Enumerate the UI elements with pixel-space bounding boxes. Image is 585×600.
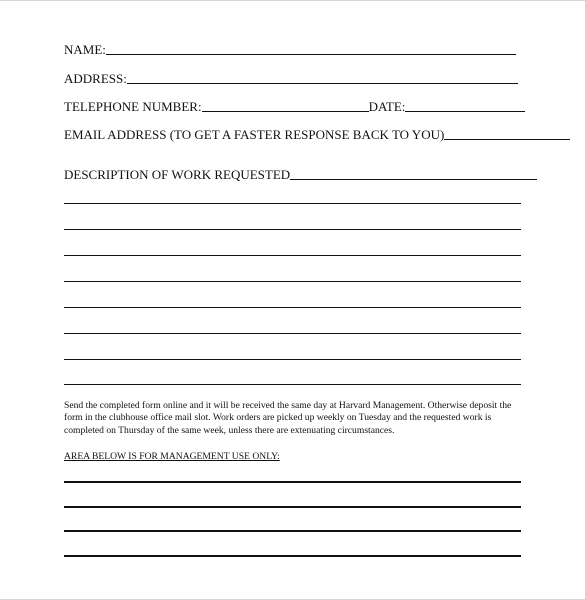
description-line[interactable] (64, 307, 521, 308)
description-line[interactable] (64, 281, 521, 282)
date-field[interactable] (405, 99, 525, 112)
page-top-edge (0, 0, 585, 1)
management-line (64, 530, 521, 532)
description-line[interactable] (64, 255, 521, 256)
description-line[interactable] (64, 384, 521, 385)
description-line[interactable] (64, 229, 521, 230)
date-label: DATE: (368, 99, 406, 114)
name-row (64, 42, 516, 57)
name-field[interactable] (106, 42, 516, 55)
description-line[interactable] (64, 333, 521, 334)
management-use-heading: AREA BELOW IS FOR MANAGEMENT USE ONLY: (64, 451, 280, 462)
name-label: NAME: (64, 42, 106, 57)
description-row (64, 167, 537, 182)
email-field[interactable] (444, 127, 570, 140)
telephone-label: TELEPHONE NUMBER: (64, 99, 202, 114)
email-label: EMAIL ADDRESS (TO GET A FASTER RESPONSE BACK TO YOU) (64, 127, 445, 142)
description-first-line[interactable] (290, 167, 537, 180)
description-label: DESCRIPTION OF WORK REQUESTED (64, 167, 291, 182)
management-line (64, 481, 521, 483)
description-line[interactable] (64, 359, 521, 360)
management-line (64, 506, 521, 508)
address-label: ADDRESS: (64, 71, 127, 86)
address-row (64, 71, 518, 86)
address-field[interactable] (127, 71, 518, 84)
management-line (64, 555, 521, 557)
telephone-field[interactable] (202, 99, 369, 112)
instructions-paragraph: Send the completed form online and it will be received the same day at Harvard Management. Otherwise deposit the form in the clubhouse office mail slot. Work orders are picked up weekly on Tuesday and the requested work is completed on Thursday of the same week, unless there are extenuating circumstances. (64, 400, 512, 436)
telephone-date-row (64, 99, 525, 114)
email-row (64, 127, 570, 142)
description-line[interactable] (64, 203, 521, 204)
